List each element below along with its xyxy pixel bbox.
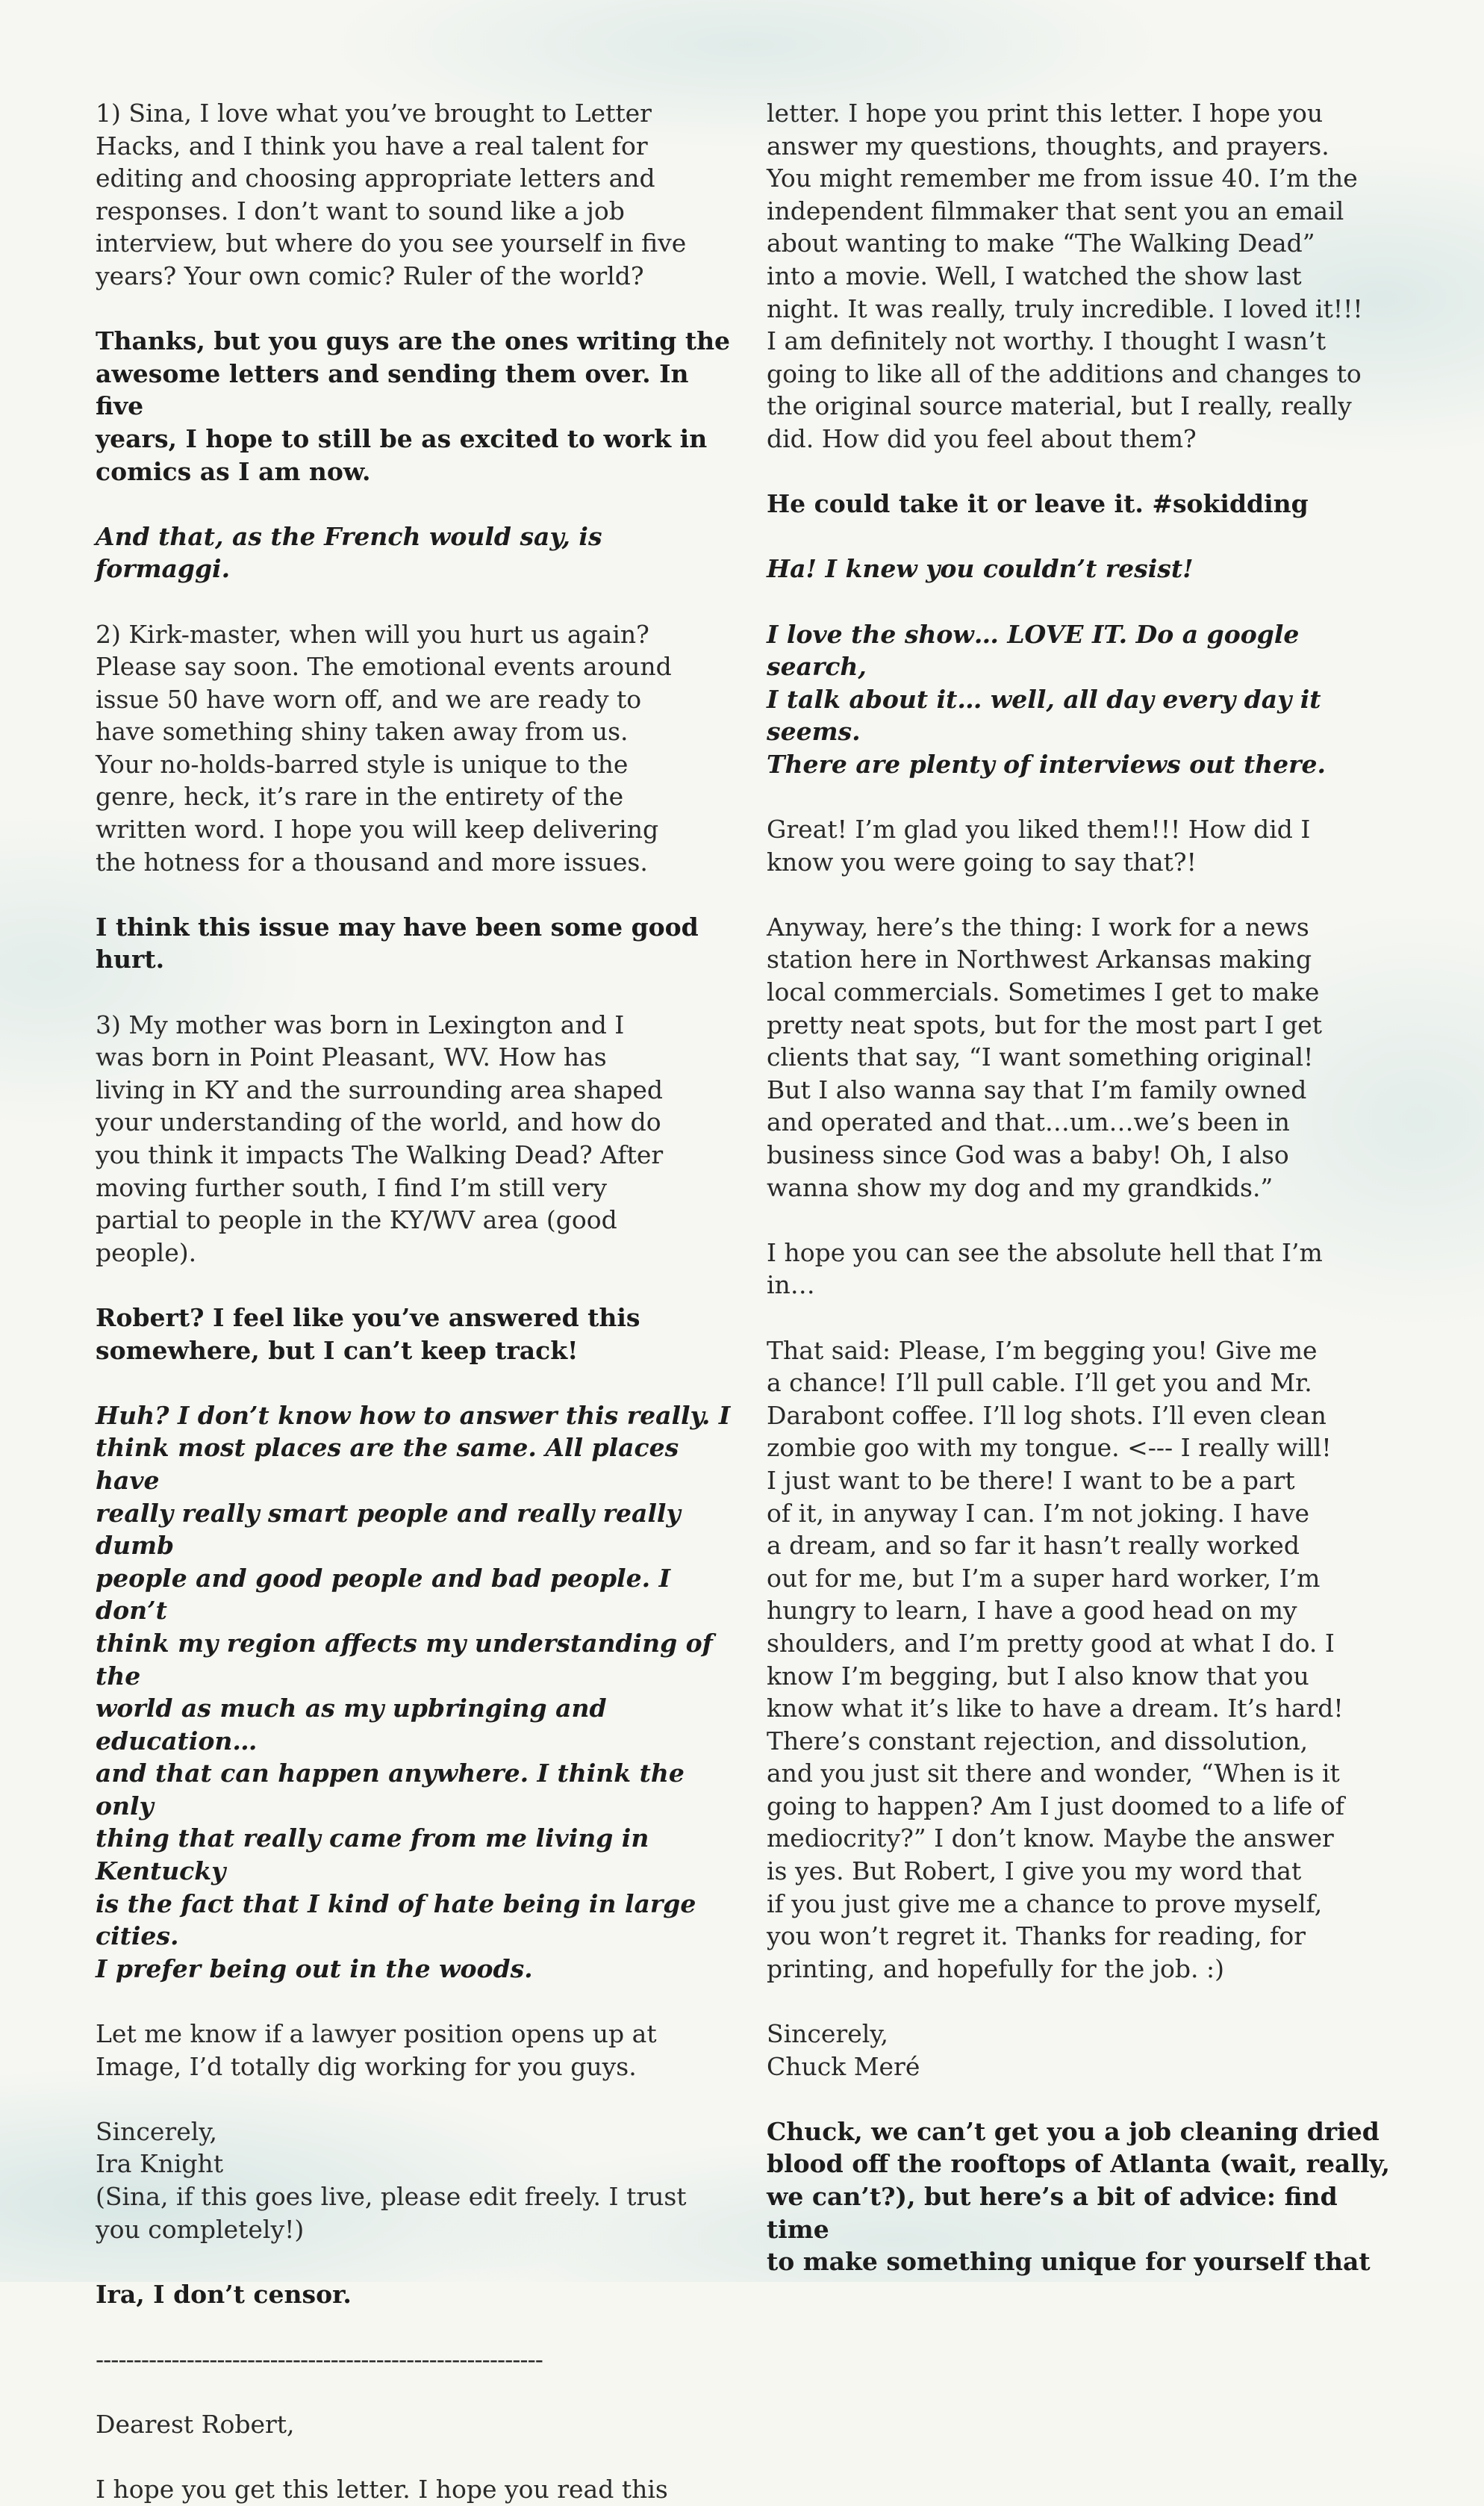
reply-1: He could take it or leave it. #sokidding — [767, 489, 1309, 519]
reply-question-2: I think this issue may have been some good hurt. — [96, 912, 699, 974]
letter-2-paragraph-2: Great! I’m glad you liked them!!! How did I know you were going to say that?! — [767, 815, 1311, 877]
letter-2-opening: I hope you get this letter. I hope you read this — [96, 2475, 668, 2505]
reply-1-italic: Ha! I knew you couldn’t resist! — [767, 554, 1194, 584]
reply-question-3-italic: Huh? I don’t know how to answer this really. I think most places are the same. All places have really really smart people and really really dumb people and good people and bad people. I don’t think my region affects my understanding of the world as much as my upbringing and education… and that can happen anywhere. I think the only thing that really came from me living in Kentucky is the fact that I kind of hate being in large cities. I prefer being out in the woods. — [96, 1400, 731, 1983]
letter-2-continued: letter. I hope you print this letter. I hope you answer my questions, thoughts, and prayers. You might remember me from issue 40. I’m the independent filmmaker that sent you an email about wanting to make “The Walking Dead” into a movie. Well, I watched the show last night. It was really, truly incredible. I loved it!!! I am definitely not worthy. I thought I wasn’t going to like all of the additions and changes to the original source material, but I really, really did. How did you feel about them? — [767, 99, 1363, 453]
left-column — [96, 97, 732, 2506]
letter-2-paragraph-5: That said: Please, I’m begging you! Give me a chance! I’ll pull cable. I’ll get you and Mr. Darabont coffee. I’ll log shots. I’ll even clean zombie goo with my tongue. <--- I really will! I just want to be there! I want to be a part of it, in anyway I can. I’m not joking. I have a dream, and so far it hasn’t really worked out for me, but I’m a super hard worker, I’m hungry to learn, I have a good head on my shoulders, and I’m pretty good at what I do. I know I’m begging, but I also know that you know what it’s like to have a dream. It’s hard! There’s constant rejection, and dissolution, and you just sit there and wonder, “When is it going to happen? Am I just doomed to a life of mediocrity?” I don’t know. Maybe the answer is yes. But Robert, I give you my word that if you just give me a chance to prove myself, you won’t regret it. Thanks for reading, for printing, and hopefully for the job. :) — [767, 1335, 1344, 1983]
letter-2-paragraph-4: I hope you can see the absolute hell that I’m in… — [767, 1237, 1323, 1300]
letter-2-paragraph-3: Anyway, here’s the thing: I work for a news station here in Northwest Arkansas making local commercials. Sometimes I get to make pretty neat spots, but for the most part I get clients that say, “I want something original! But I also wanna say that I’m family owned and operated and that…um…we’s been in business since God was a baby! Oh, I also wanna show my dog and my grandkids.” — [767, 912, 1323, 1202]
letter-question-3: 3) My mother was born in Lexington and I was born in Point Pleasant, WV. How has living in KY and the surrounding area shaped your understanding of the world, and how do you think it impacts The Walking Dead? After moving further south, I find I’m still very partial to people in the KY/WV area (good people). — [96, 1010, 664, 1267]
letter-question-1: 1) Sina, I love what you’ve brought to Letter Hacks, and I think you have a real talent for editing and choosing appropriate letters and responses. I don’t want to sound like a job interview, but where do you see yourself in five years? Your own comic? Ruler of the world? — [96, 99, 687, 290]
letter-closing: Let me know if a lawyer position opens up at Image, I’d totally dig working for you guys. — [96, 2019, 657, 2081]
right-column — [767, 97, 1403, 2278]
final-reply: Chuck, we can’t get you a job cleaning dried blood off the rooftops of Atlanta (wait, really, we can’t?), but here’s a bit of advice: find time to make something unique for yourself that — [767, 2116, 1390, 2277]
reply-question-3: Robert? I feel like you’ve answered this somewhere, but I can’t keep track! — [96, 1302, 640, 1365]
reply-signoff: Ira, I don’t censor. — [96, 2279, 352, 2309]
reply-2-italic: I love the show… LOVE IT. Do a google search, I talk about it… well, all day every day it seems. There are plenty of interviews out there. — [767, 619, 1326, 779]
reply-question-1: Thanks, but you guys are the ones writing the awesome letters and sending them over. In five years, I hope to still be as excited to work in comics as I am now. — [96, 326, 731, 486]
letter-question-2: 2) Kirk-master, when will you hurt us again? Please say soon. The emotional events around issue 50 have worn off, and we are ready to have something shiny taken away from us. Your no-holds-barred style is unique to the genre, heck, it’s rare in the entirety of the written word. I hope you will keep delivering the hotness for a thousand and more issues. — [96, 619, 672, 877]
reply-question-1-italic: And that, as the French would say, is formaggi. — [96, 521, 602, 584]
letter-2-signoff: Sincerely, Chuck Meré — [767, 2019, 920, 2081]
letter-signoff: Sincerely, Ira Knight (Sina, if this goes live, please edit freely. I trust you completely!) — [96, 2116, 687, 2244]
letter-salutation: Dearest Robert, — [96, 2410, 295, 2440]
letter-divider: ----------------------------------------------------------- — [96, 2344, 543, 2374]
